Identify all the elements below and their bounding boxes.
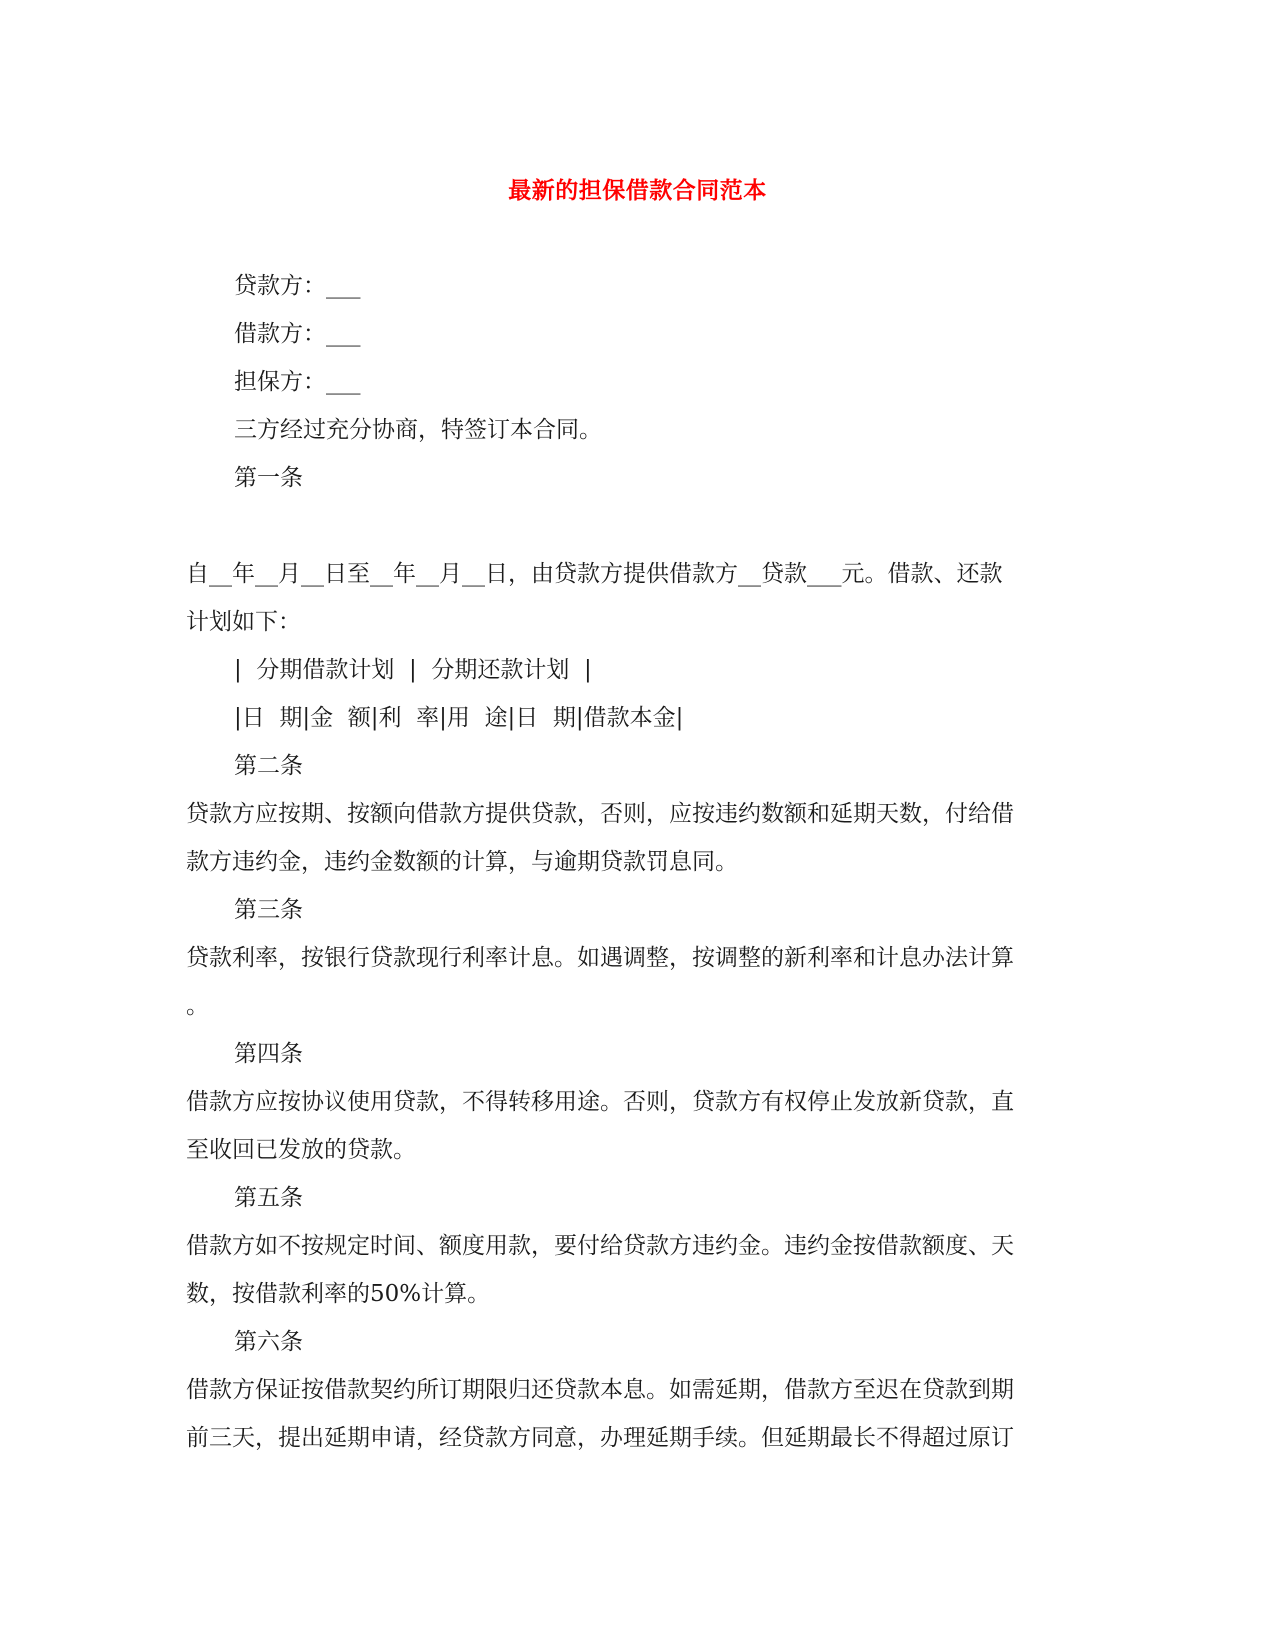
article-6-heading: 第六条: [234, 1329, 303, 1355]
article-5-heading: 第五条: [234, 1185, 303, 1211]
preamble: 三方经过充分协商，特签订本合同。: [234, 417, 602, 443]
article-1-text-line-2: 计划如下：: [186, 609, 301, 635]
document-title: 最新的担保借款合同范本: [508, 178, 767, 204]
article-6-text-line-2: 前三天，提出延期申请，经贷款方同意，办理延期手续。但延期最长不得超过原订: [186, 1425, 1014, 1451]
document-body: [186, 262, 1086, 1462]
spacer: [186, 502, 1086, 550]
guarantor-line: 担保方：___: [234, 369, 361, 395]
article-2-text-line-1: 贷款方应按期、按额向借款方提供贷款，否则，应按违约数额和延期天数，付给借: [186, 801, 1014, 827]
article-1-heading: 第一条: [234, 465, 303, 491]
article-5-text-line-1: 借款方如不按规定时间、额度用款，要付给贷款方违约金。违约金按借款额度、天: [186, 1233, 1014, 1259]
article-6-text-line-1: 借款方保证按借款契约所订期限归还贷款本息。如需延期，借款方至迟在贷款到期: [186, 1377, 1014, 1403]
borrower-line: 借款方：___: [234, 321, 361, 347]
article-3-text-line-2: 。: [186, 993, 209, 1019]
plan-table-column-row: |日 期|金 额|利 率|用 途|日 期|借款本金|: [234, 705, 684, 731]
article-4-heading: 第四条: [234, 1041, 303, 1067]
article-1-text-line-1: 自__年__月__日至__年__月__日，由贷款方提供借款方__贷款___元。借款、还款: [186, 561, 1003, 587]
lender-line: 贷款方：___: [234, 273, 361, 299]
article-4-text-line-2: 至收回已发放的贷款。: [186, 1137, 416, 1163]
article-2-heading: 第二条: [234, 753, 303, 779]
article-4-text-line-1: 借款方应按协议使用贷款，不得转移用途。否则，贷款方有权停止发放新贷款，直: [186, 1089, 1014, 1115]
article-2-text-line-2: 款方违约金，违约金数额的计算，与逾期贷款罚息同。: [186, 849, 738, 875]
article-5-text-line-2: 数，按借款利率的50%计算。: [186, 1281, 491, 1307]
article-3-heading: 第三条: [234, 897, 303, 923]
plan-table-header-row: | 分期借款计划 | 分期还款计划 |: [234, 657, 592, 683]
article-3-text-line-1: 贷款利率，按银行贷款现行利率计息。如遇调整，按调整的新利率和计息办法计算: [186, 945, 1014, 971]
